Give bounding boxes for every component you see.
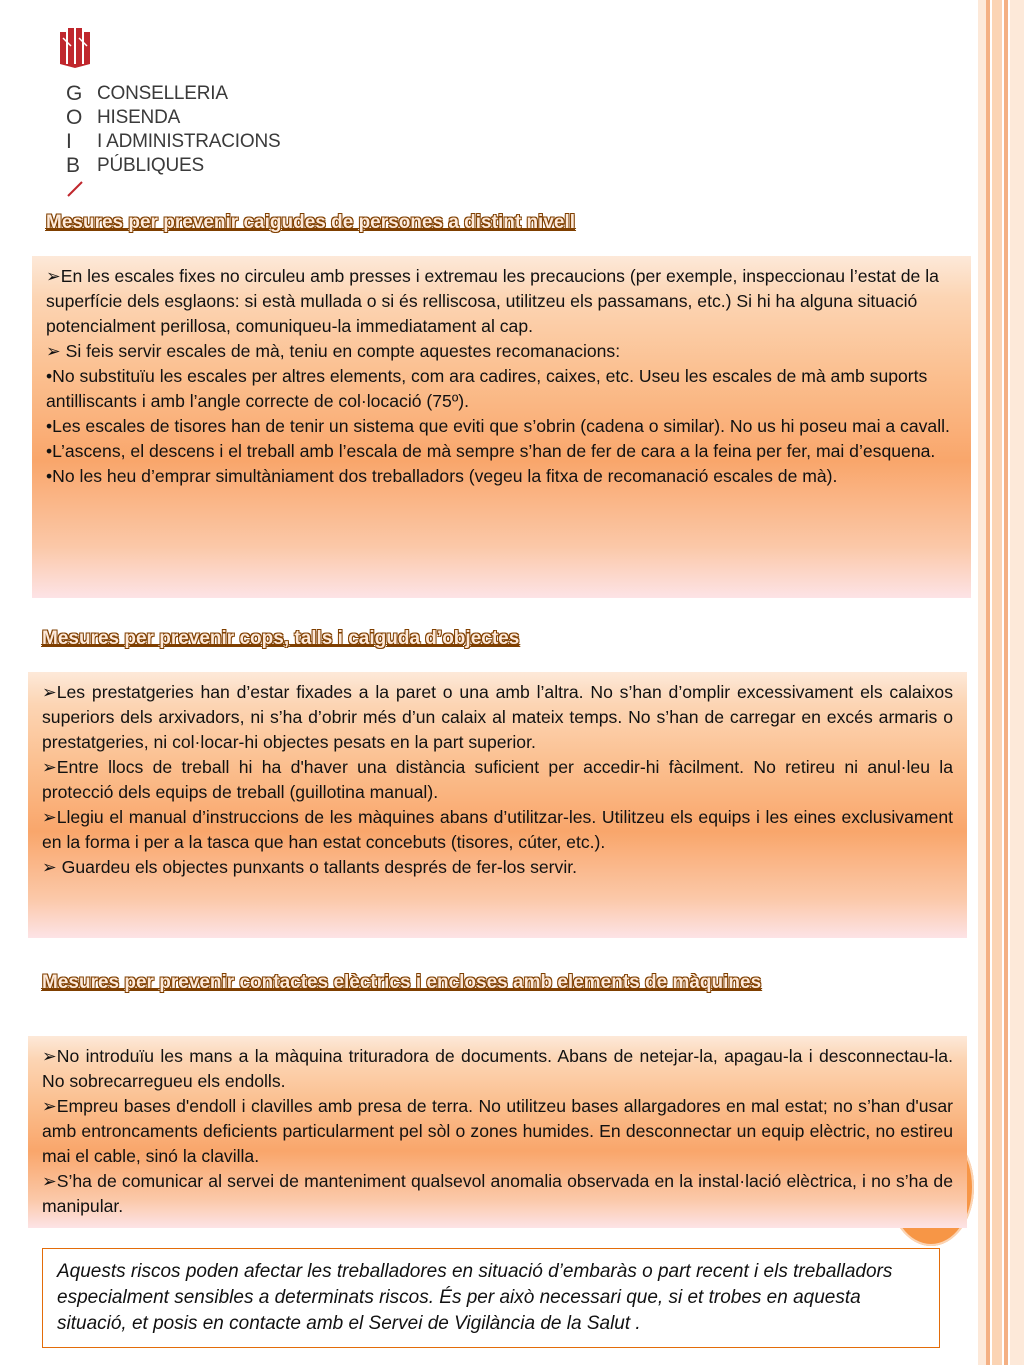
- logo-letter: B: [66, 154, 81, 177]
- section1-paragraph: ➢En les escales fixes no circuleu amb presses i extremau les precaucions (per exemple, inspeccionau l’estat de la superfície dels esglaons: si està mullada o si és relliscosa, utilitzeu els passamans, etc.) Si hi ha alguna situació potencialment perillosa, comuniqueu-la immediatament al cap.: [46, 266, 939, 336]
- section1-paragraph: •No substituïu les escales per altres elements, com ara cadires, caixes, etc. Useu les escales de mà amb suports antilliscants i amb l’angle correcte de col·locació (75º).: [46, 366, 928, 411]
- section2-paragraph: ➢ Guardeu els objectes punxants o tallants després de fer-los servir.: [42, 857, 578, 877]
- section1-box: [32, 256, 971, 598]
- logo-line: PÚBLIQUES: [97, 155, 204, 176]
- section2-heading: Mesures per prevenir cops, talls i caiguda d’objectes: [42, 628, 520, 649]
- decorative-stripes: [978, 0, 1024, 1365]
- section3-paragraph: ➢Empreu bases d'endoll i clavilles amb presa de terra. No utilitzeu bases allargadores en mal estat; no s’han d'usar amb entroncaments deficients particularment pel sòl o zones humides. En desconnectar un equip elèctric, no estireu mai el cable, sinó la clavilla.: [42, 1096, 953, 1166]
- section2-paragraph: ➢Les prestatgeries han d’estar fixades a la paret o una amb l’altra. No s’han d’omplir excessivament els calaixos superiors dels arxivadors, ni s’ha d’obrir més d’un calaix al mateix temps. No s’han de carregar en excés armaris o prestatgeries, ni col·locar-hi objectes pesats en la part superior.: [42, 682, 953, 752]
- section1-heading: Mesures per prevenir caigudes de persones a distint nivell: [46, 212, 576, 233]
- goib-emblem-icon: [60, 28, 90, 68]
- section3-paragraph: ➢S’ha de comunicar al servei de manteniment qualsevol anomalia observada en la instal·lació elèctrica, i no s’ha de manipular.: [42, 1171, 953, 1216]
- logo-slash-icon: [66, 178, 86, 198]
- section2-box: [28, 672, 967, 938]
- section2-paragraph: ➢Entre llocs de treball hi ha d'haver una distància suficient per accedir-hi fàcilment. No retireu ni anul·leu la protecció dels equips de treball (guillotina manual).: [42, 757, 953, 802]
- logo-letter: I: [66, 130, 72, 153]
- logo-letter: G: [66, 82, 83, 105]
- section2-paragraph: ➢Llegiu el manual d’instruccions de les màquines abans d’utilitzar-les. Utilitzeu els equips i les eines exclusivament en la forma i per a la tasca que han estat concebuts (tisores, cúter, etc.).: [42, 807, 953, 852]
- section3-heading: Mesures per prevenir contactes elèctrics i encloses amb elements de màquines: [42, 972, 762, 993]
- section1-paragraph: •L’ascens, el descens i el treball amb l’escala de mà sempre s’han de fer de cara a la feina per fer, mai d’esquena.: [46, 441, 936, 461]
- logo-letter: O: [66, 106, 83, 129]
- section1-paragraph: •No les heu d’emprar simultàniament dos treballadors (vegeu la fitxa de recomanació escales de mà).: [46, 466, 838, 486]
- pregnancy-note-text: Aquests riscos poden afectar les treballadores en situació d’embaràs o part recent i els treballadors especialment sensibles a determinats riscos. És per això necessari que, si et trobes en aquesta situació, et posis en contacte amb el Servei de Vigilància de la Salut .: [57, 1261, 893, 1334]
- section1-paragraph: ➢ Si feis servir escales de mà, teniu en compte aquestes recomanacions:: [46, 341, 621, 361]
- logo-institution-name: [97, 82, 280, 178]
- pregnancy-note-box: [42, 1248, 940, 1348]
- section1-paragraph: •Les escales de tisores han de tenir un sistema que eviti que s’obrin (cadena o similar). No us hi poseu mai a cavall.: [46, 416, 950, 436]
- logo-letters: [66, 82, 82, 178]
- logo-line: HISENDA: [97, 107, 181, 128]
- logo-line: CONSELLERIA: [97, 83, 228, 104]
- section3-paragraph: ➢No introduïu les mans a la màquina trituradora de documents. Abans de netejar-la, apagau-la i desconnectau-la. No sobrecarregueu els endolls.: [42, 1046, 953, 1091]
- section3-box: [28, 1036, 967, 1228]
- logo-line: I ADMINISTRACIONS: [97, 131, 281, 152]
